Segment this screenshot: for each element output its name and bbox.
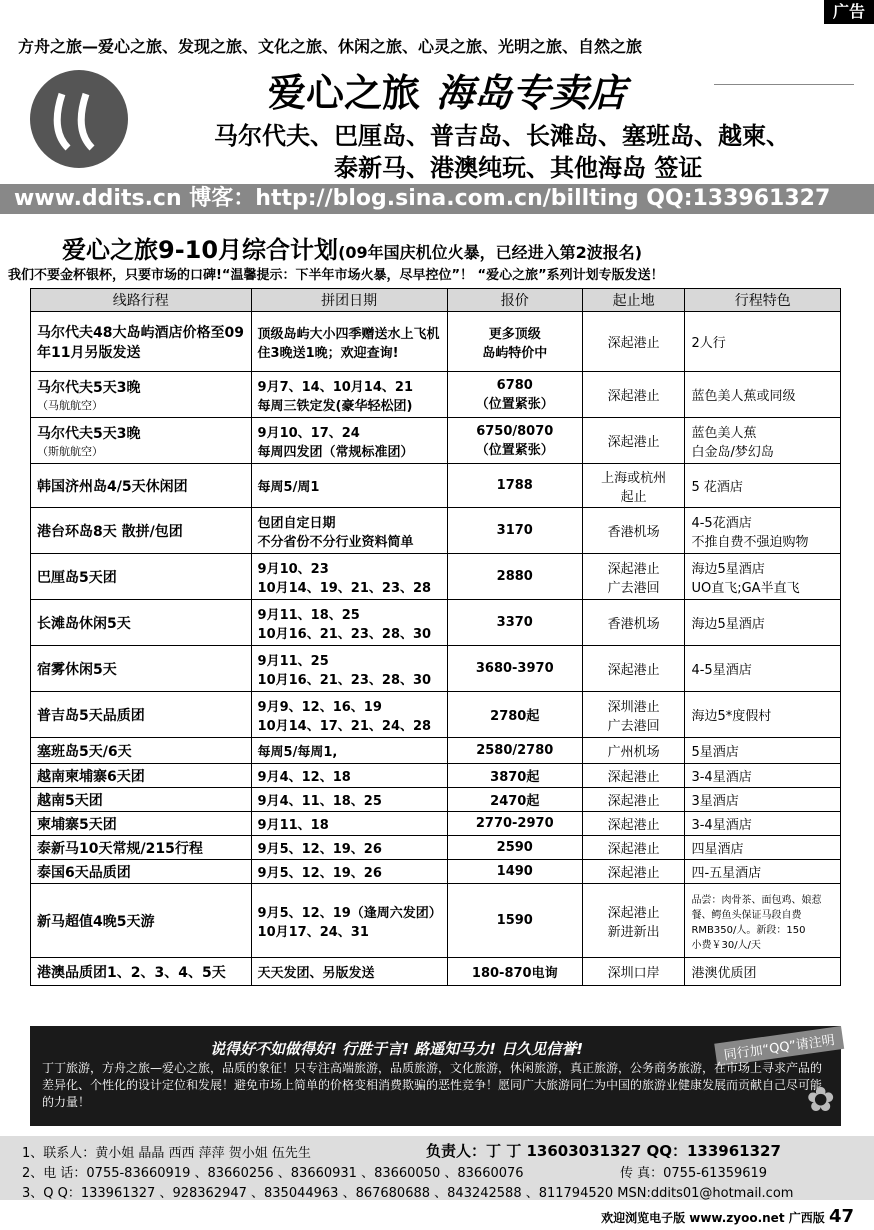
from-cell-line: 香港机场	[607, 525, 660, 540]
feature-cell-line: 蓝色美人蕉或同级	[691, 389, 796, 404]
route-cell	[31, 418, 252, 464]
route-cell	[31, 958, 252, 986]
dates-cell-line: 每周5/周1	[257, 480, 320, 495]
dates-cell-line: 9月4、11、18、25	[257, 794, 382, 809]
dates-cell-line: 每周四发团（常规标准团）	[257, 444, 414, 460]
from-cell	[582, 788, 685, 812]
feature-cell-line: 3星酒店	[691, 794, 739, 809]
price-cell-line: 2590	[496, 840, 533, 855]
price-cell	[447, 884, 582, 958]
dates-cell	[251, 372, 447, 418]
feature-cell-line: 港澳优质团	[691, 966, 757, 981]
table-row	[31, 860, 841, 884]
url-text: www.ddits.cn 博客：http://blog.sina.com.cn/billting QQ:133961327	[14, 186, 831, 211]
dates-cell-line: 9月5、12、19、26	[257, 842, 382, 857]
feature-cell-line: 不推自费不强迫购物	[691, 534, 809, 550]
route-name: 长滩岛休闲5天	[37, 615, 131, 632]
dates-cell	[251, 600, 447, 646]
from-cell-line: 广去港回	[607, 580, 660, 596]
route-airline: （马航航空）	[37, 398, 103, 412]
dates-cell	[251, 418, 447, 464]
route-cell	[31, 600, 252, 646]
plan-title-sub: (09年国庆机位火暴，已经进入第2波报名)	[338, 243, 643, 262]
table-row	[31, 812, 841, 836]
from-cell-line: 深起港止	[607, 336, 660, 351]
price-cell-line: 2770-2970	[475, 816, 554, 831]
dates-cell-line: 9月11、18	[257, 818, 329, 833]
table-row	[31, 884, 841, 958]
dates-cell	[251, 464, 447, 508]
feature-cell-line: 海边5*度假村	[691, 709, 772, 724]
price-cell-line: （位置紧张）	[475, 396, 554, 412]
promo-banner	[30, 1026, 841, 1126]
dates-cell-line: 9月5、12、19、26	[257, 866, 382, 881]
price-cell-line: 2780起	[490, 709, 540, 724]
feature-cell-line: 四星酒店	[691, 842, 744, 857]
dates-cell	[251, 312, 447, 372]
price-cell	[447, 508, 582, 554]
feature-cell-line: 蓝色美人蕉	[691, 425, 757, 441]
price-cell-line: 2880	[496, 569, 533, 584]
header-feature: 行程特色	[685, 289, 841, 312]
ad-tag: 广告	[824, 0, 874, 24]
route-cell	[31, 554, 252, 600]
route-cell	[31, 884, 252, 958]
route-name: 马尔代夫5天3晚	[37, 425, 141, 442]
title-part-b: 海岛专卖店	[436, 71, 627, 115]
from-cell-line: 深圳口岸	[607, 966, 660, 981]
dates-cell	[251, 508, 447, 554]
from-cell-line: 深起港止	[607, 389, 660, 404]
page-footer	[601, 1206, 854, 1227]
dates-cell	[251, 692, 447, 738]
price-cell	[447, 418, 582, 464]
dates-cell	[251, 788, 447, 812]
feature-cell	[685, 646, 841, 692]
feature-cell-line: 四-五星酒店	[691, 866, 762, 881]
from-cell-line: 广州机场	[607, 745, 660, 760]
price-cell	[447, 788, 582, 812]
route-cell	[31, 860, 252, 884]
price-cell	[447, 764, 582, 788]
feature-cell-line: 白金岛/梦幻岛	[691, 444, 774, 460]
promo-text: 丁丁旅游，方舟之旅—爱心之旅，品质的象征！只专注高端旅游，品质旅游，文化旅游，休闲旅游，真正旅游，公务商务旅游，在市场上寻求产品的差异化、个性化的设计定位和发展！避免市场上简单的价格变相消费欺骗的恶性竞争！愿同广大旅游同仁为中国的旅游业健康发展而贡献自己尽可能的力量！	[42, 1061, 823, 1109]
from-cell-line: 广去港回	[607, 718, 660, 734]
title-divider	[714, 84, 854, 85]
dates-cell	[251, 812, 447, 836]
feature-cell-line: 2人行	[691, 336, 726, 351]
feature-cell	[685, 554, 841, 600]
feature-cell-line: 海边5星酒店	[691, 617, 765, 632]
route-name: 越南柬埔寨6天团	[37, 768, 145, 785]
feature-cell-line: 5星酒店	[691, 745, 739, 760]
feature-cell-line: UO直飞;GA半直飞	[691, 580, 800, 596]
header-price: 报价	[447, 289, 582, 312]
dates-cell-line: 10月16、21、23、28、30	[257, 672, 432, 688]
feature-cell	[685, 418, 841, 464]
feature-cell-line: 3-4星酒店	[691, 818, 752, 833]
company-logo	[30, 70, 128, 168]
from-cell-line: 新进新出	[607, 924, 660, 940]
destinations-line-1: 马尔代夫、巴厘岛、普吉岛、长滩岛、塞班岛、越柬、	[214, 122, 790, 150]
price-cell	[447, 836, 582, 860]
price-cell	[447, 464, 582, 508]
feature-cell	[685, 312, 841, 372]
feature-cell-line: RMB350/人。新段：150	[691, 924, 806, 936]
dates-cell-line: 9月7、14、10月14、21	[257, 379, 413, 395]
routes-table	[30, 288, 841, 986]
table-row	[31, 554, 841, 600]
dates-cell-line: 包团自定日期	[257, 515, 336, 531]
price-cell	[447, 958, 582, 986]
from-cell	[582, 508, 685, 554]
footer-fax: 传 真：0755-61359619	[620, 1166, 768, 1181]
route-name: 塞班岛5天/6天	[37, 743, 132, 760]
price-cell-line: 6780	[496, 377, 533, 393]
price-cell-line: 3170	[496, 523, 533, 538]
price-cell-line: 1490	[496, 864, 533, 879]
feature-cell	[685, 836, 841, 860]
table-row	[31, 692, 841, 738]
from-cell-line: 深起港止	[607, 770, 660, 785]
feature-cell	[685, 812, 841, 836]
feature-cell	[685, 508, 841, 554]
dates-cell-line: 每周5/每周1,	[257, 745, 338, 760]
dates-cell-line: 顶级岛屿大小四季赠送水上飞机	[257, 326, 440, 342]
price-cell-line: 3370	[496, 615, 533, 630]
route-name: 宿雾休闲5天	[37, 661, 117, 678]
table-row	[31, 738, 841, 764]
dates-cell	[251, 836, 447, 860]
route-cell	[31, 464, 252, 508]
dates-cell-line: 9月5、12、19（逢周六发团）	[257, 905, 442, 921]
price-cell	[447, 312, 582, 372]
from-cell	[582, 646, 685, 692]
from-cell	[582, 600, 685, 646]
dates-cell	[251, 860, 447, 884]
feature-cell	[685, 600, 841, 646]
from-cell	[582, 692, 685, 738]
title-part-a: 爱心之旅	[268, 71, 421, 115]
from-cell-line: 深起港止	[607, 842, 660, 857]
feature-cell-line: 海边5星酒店	[691, 561, 765, 577]
dates-cell-line: 不分省份不分行业资料简单	[257, 534, 414, 550]
feature-cell-line: 餐、鳄鱼头保证马段自费	[691, 909, 802, 921]
dates-cell-line: 9月4、12、18	[257, 770, 351, 785]
from-cell-line: 深圳港止	[607, 699, 660, 715]
table-row	[31, 836, 841, 860]
dates-cell-line: 9月10、17、24	[257, 425, 360, 441]
page-footer-text: 欢迎浏览电子版 www.zyoo.net 广西版	[601, 1211, 825, 1225]
price-cell	[447, 812, 582, 836]
table-row	[31, 958, 841, 986]
price-cell	[447, 600, 582, 646]
price-cell	[447, 738, 582, 764]
dates-cell	[251, 554, 447, 600]
dates-cell-line: 10月16、21、23、28、30	[257, 626, 432, 642]
page-number: 47	[828, 1206, 854, 1227]
price-cell-line: 3870起	[490, 770, 540, 785]
price-cell-line: 180-870电询	[471, 966, 558, 981]
price-cell-line: 2580/2780	[476, 743, 554, 758]
table-row	[31, 372, 841, 418]
feature-cell	[685, 692, 841, 738]
feature-cell-line: 4-5花酒店	[691, 515, 752, 531]
from-cell	[582, 372, 685, 418]
from-cell	[582, 554, 685, 600]
from-cell-line: 上海或杭州	[601, 470, 667, 486]
from-cell	[582, 958, 685, 986]
price-cell	[447, 646, 582, 692]
from-cell	[582, 312, 685, 372]
route-name: 越南5天团	[37, 792, 103, 809]
route-name: 港澳品质团1、2、3、4、5天	[37, 964, 226, 981]
from-cell-line: 深起港止	[607, 663, 660, 678]
feature-cell	[685, 860, 841, 884]
feature-cell-line: 5 花酒店	[691, 480, 743, 495]
flower-icon: ✿	[806, 1080, 835, 1120]
dates-cell-line: 10月14、17、21、24、28	[257, 718, 432, 734]
feature-cell	[685, 958, 841, 986]
price-cell-line: 6750/8070	[476, 423, 554, 439]
route-cell	[31, 312, 252, 372]
route-name: 普吉岛5天品质团	[37, 707, 145, 724]
plan-title	[62, 230, 642, 265]
feature-cell	[685, 464, 841, 508]
route-cell	[31, 508, 252, 554]
price-cell	[447, 692, 582, 738]
dates-cell-line: 住3晚送1晚；欢迎查询!	[257, 345, 399, 361]
price-cell-line: 更多顶级	[488, 326, 541, 342]
table-row	[31, 312, 841, 372]
header-route: 线路行程	[31, 289, 252, 312]
table-row	[31, 600, 841, 646]
from-cell	[582, 812, 685, 836]
price-cell	[447, 860, 582, 884]
from-cell	[582, 860, 685, 884]
route-cell	[31, 812, 252, 836]
dates-cell-line: 9月11、25	[257, 653, 329, 669]
dates-cell	[251, 738, 447, 764]
promo-slogan: 说得好不如做得好! 行胜于言! 路遥知马力! 日久见信誉!	[210, 1040, 584, 1058]
feature-cell	[685, 372, 841, 418]
price-cell-line: 1590	[496, 913, 533, 928]
feature-cell-line: 4-5星酒店	[691, 663, 752, 678]
from-cell-line: 深起港止	[607, 435, 660, 450]
destinations-line-2: 泰新马、港澳纯玩、其他海岛 签证	[334, 154, 703, 182]
store-title	[268, 62, 626, 117]
header-dates: 拼团日期	[251, 289, 447, 312]
table-row	[31, 646, 841, 692]
dates-cell	[251, 646, 447, 692]
route-name: 韩国济州岛4/5天休闲团	[37, 478, 188, 495]
feature-cell-line: 品尝：肉骨茶、面包鸡、娘惹	[691, 894, 822, 906]
route-name: 马尔代夫48大岛屿酒店价格至09年11月另版发送	[37, 324, 244, 361]
dates-cell-line: 9月9、12、16、19	[257, 699, 382, 715]
from-cell	[582, 418, 685, 464]
from-cell-line: 深起港止	[607, 818, 660, 833]
from-cell-line: 起止	[620, 489, 647, 505]
dates-cell	[251, 764, 447, 788]
from-cell	[582, 464, 685, 508]
table-row	[31, 418, 841, 464]
from-cell-line: 深起港止	[607, 561, 660, 577]
plan-title-main: 爱心之旅9-10月综合计划	[62, 236, 339, 264]
footer-qq: 3、Q Q：133961327 、928362947 、835044963 、867680688 、843242588 、811794520 MSN:ddits01@hotmail.com	[22, 1186, 794, 1201]
route-name: 泰国6天品质团	[37, 864, 131, 881]
table-row	[31, 788, 841, 812]
table-row	[31, 764, 841, 788]
route-name: 巴厘岛5天团	[37, 569, 117, 586]
logo-icon	[30, 70, 128, 168]
route-airline: （斯航航空）	[37, 444, 103, 458]
route-cell	[31, 738, 252, 764]
dates-cell	[251, 884, 447, 958]
from-cell	[582, 836, 685, 860]
routes-table-body	[31, 312, 841, 986]
route-cell	[31, 836, 252, 860]
price-cell-line: 3680-3970	[475, 661, 554, 676]
feature-cell	[685, 788, 841, 812]
footer-owner: 负责人：丁 丁 13603031327 QQ：133961327	[426, 1142, 781, 1160]
route-name: 港台环岛8天 散拼/包团	[37, 523, 183, 540]
from-cell-line: 深起港止	[607, 905, 660, 921]
notice-line: 我们不要金杯银杯，只要市场的口碑!“温馨提示：下半年市场火暴，尽早控位”！ “爱心之旅”系列计划专版发送！	[8, 268, 664, 283]
feature-cell	[685, 738, 841, 764]
route-cell	[31, 788, 252, 812]
dates-cell-line: 9月11、18、25	[257, 607, 360, 623]
top-slogan: 方舟之旅—爱心之旅、发现之旅、文化之旅、休闲之旅、心灵之旅、光明之旅、自然之旅	[18, 37, 643, 56]
route-name: 泰新马10天常规/215行程	[37, 840, 203, 857]
dates-cell-line: 天天发团、另版发送	[257, 966, 375, 981]
table-header-row	[31, 289, 841, 312]
table-row	[31, 508, 841, 554]
route-cell	[31, 692, 252, 738]
route-name: 马尔代夫5天3晚	[37, 379, 141, 396]
route-cell	[31, 372, 252, 418]
header-from: 起止地	[582, 289, 685, 312]
route-name: 新马超值4晚5天游	[37, 913, 155, 930]
dates-cell	[251, 958, 447, 986]
from-cell-line: 深起港止	[607, 866, 660, 881]
price-cell	[447, 372, 582, 418]
dates-cell-line: 9月10、23	[257, 561, 329, 577]
price-cell-line: （位置紧张）	[475, 442, 554, 458]
price-cell-line: 岛屿特价中	[482, 345, 548, 361]
route-name: 柬埔寨5天团	[37, 816, 117, 833]
route-cell	[31, 764, 252, 788]
table-row	[31, 464, 841, 508]
price-cell-line: 1788	[496, 478, 533, 493]
dates-cell-line: 10月14、19、21、23、28	[257, 580, 432, 596]
from-cell-line: 香港机场	[607, 617, 660, 632]
feature-cell	[685, 764, 841, 788]
from-cell	[582, 884, 685, 958]
from-cell-line: 深起港止	[607, 794, 660, 809]
price-cell	[447, 554, 582, 600]
from-cell	[582, 764, 685, 788]
route-cell	[31, 646, 252, 692]
price-cell-line: 2470起	[490, 794, 540, 809]
dates-cell-line: 10月17、24、31	[257, 924, 369, 940]
promo-tag: 同行加“QQ”请注明	[715, 1026, 845, 1067]
feature-cell	[685, 884, 841, 958]
feature-cell-line: 3-4星酒店	[691, 770, 752, 785]
dates-cell-line: 每周三铁定发(豪华轻松团)	[257, 398, 413, 414]
feature-cell-line: 小费￥30/人/天	[691, 939, 761, 951]
contact-url-bar	[0, 184, 874, 214]
footer-contact: 1、联系人：黄小姐 晶晶 西西 萍萍 贺小姐 伍先生	[22, 1146, 311, 1161]
footer-phone: 2、电 话：0755-83660919 、83660256 、83660931 、83660050 、83660076	[22, 1166, 524, 1181]
contact-footer	[0, 1136, 874, 1200]
from-cell	[582, 738, 685, 764]
